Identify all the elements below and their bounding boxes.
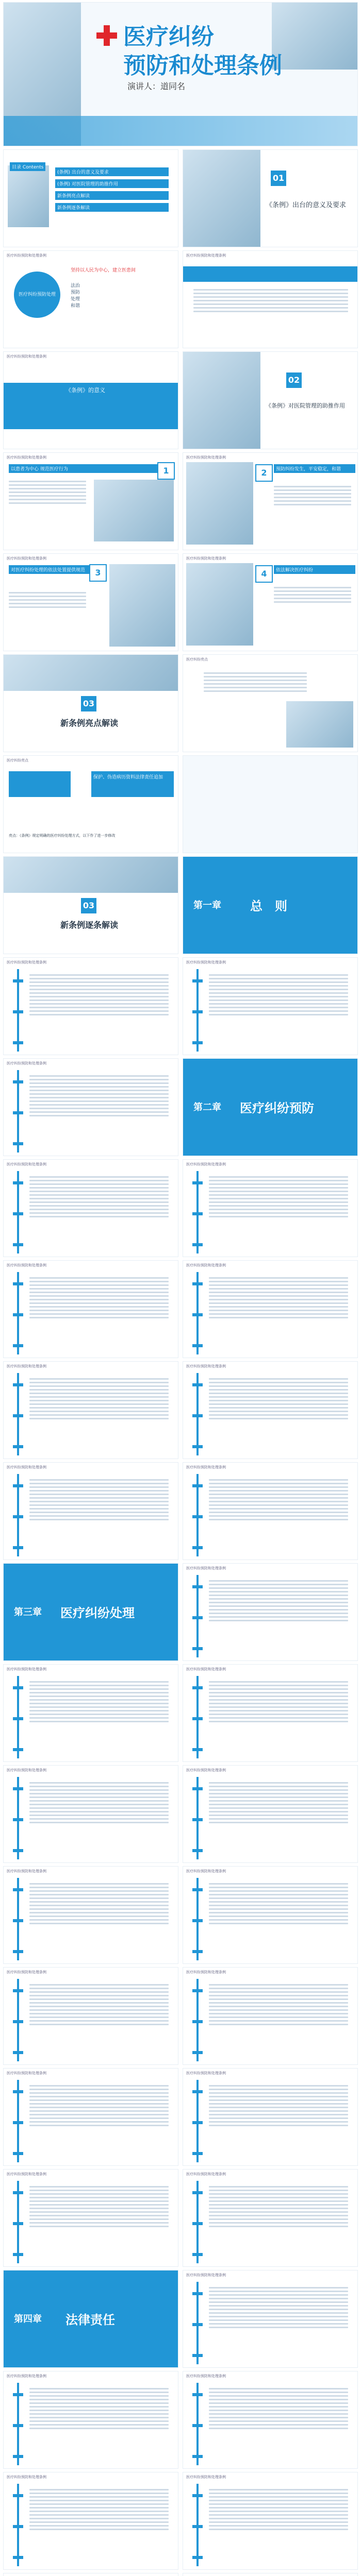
body-lines <box>29 1275 169 1320</box>
tree-diagram <box>192 1474 203 1556</box>
chapter-name: 总 则 <box>250 899 287 913</box>
article-slide <box>183 1866 358 1964</box>
section-02-slide <box>183 351 358 449</box>
article-slide <box>3 2068 178 2166</box>
tree-diagram <box>13 1171 23 1253</box>
tree-diagram <box>13 2383 23 2465</box>
tree-diagram <box>192 1272 203 1354</box>
body-lines <box>29 1679 169 1724</box>
chapter-number: 第二章 <box>193 1102 221 1113</box>
tree-diagram <box>192 2484 203 2566</box>
body-lines <box>29 1174 169 1219</box>
section-photo <box>183 150 260 247</box>
article-slide <box>183 2169 358 2267</box>
body-lines <box>29 1073 169 1118</box>
article-slide <box>183 2573 358 2576</box>
tag-box <box>9 771 71 797</box>
slide-header: 医疗纠纷预防和处理条例 <box>7 556 46 561</box>
boost-title: 对医疗纠纷处理的依法处置提供规范 <box>9 565 90 574</box>
tree-diagram <box>192 1979 203 2061</box>
contents-item[interactable]: 新条例亮点解读 <box>55 191 169 200</box>
tree-diagram <box>192 2383 203 2465</box>
tree-diagram <box>13 969 23 1052</box>
slide-header: 医疗纠纷预防和处理条例 <box>186 1869 226 1873</box>
article-slide <box>3 1361 178 1459</box>
boost-slide-2 <box>183 452 358 550</box>
section-01-slide <box>183 149 358 247</box>
slide-header: 医疗纠纷预防和处理条例 <box>186 556 226 561</box>
highlight-slide-1 <box>183 654 358 752</box>
cover-title-2: 预防和处理条例 <box>123 53 282 79</box>
body-lines <box>274 484 351 507</box>
slide-header: 医疗纠纷预防和处理条例 <box>7 1768 46 1772</box>
title-bar <box>183 266 358 282</box>
body-lines <box>209 2285 348 2330</box>
body-lines <box>209 1679 348 1724</box>
tree-diagram <box>13 2080 23 2162</box>
article-slide <box>183 1664 358 1762</box>
meaning-box-title: 《条例》的意义 <box>65 387 105 394</box>
tree-diagram <box>192 1676 203 1758</box>
tree-diagram <box>192 1171 203 1253</box>
boost-number: 4 <box>255 565 273 583</box>
boost-photo <box>186 462 253 545</box>
slide-header: 医疗纠纷预防和处理条例 <box>186 1566 226 1570</box>
contents-label: 目录 Contents <box>10 162 45 171</box>
section-photo <box>4 655 178 691</box>
article-slide <box>3 1765 178 1863</box>
tree-diagram <box>13 1272 23 1354</box>
body-lines <box>209 1275 348 1320</box>
slide-header: 医疗纠纷预防和处理条例 <box>186 1667 226 1671</box>
slide-header: 医疗纠纷预防和处理条例 <box>186 2172 226 2176</box>
section-04-slide <box>3 856 178 954</box>
tree-diagram <box>13 1070 23 1153</box>
slide-header: 医疗纠纷预防和处理条例 <box>7 1465 46 1469</box>
cover-wave <box>4 116 358 146</box>
slide-header: 医疗纠纷预防和处理条例 <box>7 1364 46 1368</box>
body-lines <box>209 1780 348 1825</box>
article-slide <box>183 2270 358 2368</box>
slide-header: 医疗纠纷预防和处理条例 <box>7 1263 46 1267</box>
boost-slide-1 <box>3 452 178 550</box>
diagram-items <box>71 282 80 309</box>
cover-slide <box>3 2 358 146</box>
chapter-number: 第四章 <box>14 2314 42 2325</box>
section-number: 01 <box>271 171 286 186</box>
chapter-name: 法律责任 <box>65 2313 115 2327</box>
boost-number: 2 <box>255 464 273 482</box>
article-slide <box>3 1058 178 1156</box>
cover-photo-right <box>272 3 358 70</box>
article-slide <box>3 1664 178 1762</box>
boost-slide-3 <box>3 553 178 651</box>
highlight-label: 医疗纠纷亮点 <box>186 657 208 662</box>
article-slide <box>183 1462 358 1560</box>
slide-header: 医疗纠纷预防和处理条例 <box>7 354 46 359</box>
slide-header: 医疗纠纷预防和处理条例 <box>186 1162 226 1166</box>
tag-box: 保护、伪造病历资料法律责任追加 <box>91 771 174 797</box>
tree-diagram <box>192 1575 203 1657</box>
body-lines <box>209 1477 348 1522</box>
tree-diagram <box>13 1878 23 1960</box>
chapter-number: 第三章 <box>14 1607 42 1618</box>
slide-header: 医疗纠纷预防和处理条例 <box>186 1768 226 1772</box>
slide-header: 医疗纠纷预防和处理条例 <box>7 1667 46 1671</box>
article-slide <box>183 1765 358 1863</box>
boost-number: 3 <box>89 564 107 582</box>
body-lines <box>9 590 86 610</box>
body-lines <box>209 2386 348 2431</box>
highlight-slide-2 <box>3 755 178 853</box>
article-slide <box>3 1866 178 1964</box>
slide-header: 医疗纠纷预防和处理条例 <box>7 1970 46 1974</box>
body-lines <box>274 585 351 605</box>
contents-photo <box>8 165 49 227</box>
article-slide <box>3 1159 178 1257</box>
slide-header: 医疗纠纷预防和处理条例 <box>7 2374 46 2378</box>
body-lines <box>29 1881 169 1926</box>
article-slide <box>3 957 178 1055</box>
contents-item[interactable]: (条例) 对医院管理的助推作用 <box>55 179 169 188</box>
body-lines <box>209 2184 348 2229</box>
slide-header: 医疗纠纷预防和处理条例 <box>7 1162 46 1166</box>
chapter-4-slide <box>3 2270 178 2368</box>
tree-diagram <box>13 1676 23 1758</box>
chapter-number: 第一章 <box>193 900 221 911</box>
slide-header: 医疗纠纷预防和处理条例 <box>7 253 46 258</box>
article-slide <box>183 2068 358 2166</box>
article-slide <box>183 2472 358 2570</box>
body-lines <box>209 972 348 1018</box>
article-slide <box>183 2371 358 2469</box>
chapter-3-slide <box>3 1563 178 1661</box>
slide-header: 医疗纠纷预防和处理条例 <box>7 2172 46 2176</box>
contents-list <box>55 164 169 215</box>
body-lines <box>29 2083 169 2128</box>
article-slide <box>183 957 358 1055</box>
highlight-label: 医疗纠纷亮点 <box>7 758 28 762</box>
body-lines <box>209 1982 348 2027</box>
body-lines <box>193 287 348 314</box>
diagram-item: 法治 <box>71 283 80 289</box>
boost-slide-4 <box>183 553 358 651</box>
tree-diagram <box>192 1878 203 1960</box>
boost-title: 预防纠纷发生，平安稳定，和谐 <box>274 464 355 473</box>
meaning-box-slide <box>3 351 178 449</box>
tree-diagram <box>13 1777 23 1859</box>
boost-photo <box>94 480 174 541</box>
chapter-2-slide <box>183 1058 358 1156</box>
presenter: 演讲人：道同名 <box>127 81 186 91</box>
tree-diagram <box>13 1979 23 2061</box>
slide-header: 医疗纠纷预防和处理条例 <box>186 1364 226 1368</box>
blank-slide <box>183 755 358 853</box>
article-slide <box>3 2472 178 2570</box>
slide-header: 医疗纠纷预防和处理条例 <box>186 253 226 258</box>
slide-header: 医疗纠纷预防和处理条例 <box>7 455 46 460</box>
body-lines <box>209 2487 348 2532</box>
slide-header: 医疗纠纷预防和处理条例 <box>186 2475 226 2479</box>
body-lines <box>209 1174 348 1219</box>
contents-item[interactable]: 新条例逐条解读 <box>55 203 169 212</box>
article-slide <box>183 1260 358 1358</box>
article-slide <box>3 1462 178 1560</box>
meaning-box <box>4 383 178 429</box>
article-slide <box>3 1967 178 2065</box>
diagram-item: 处理 <box>71 297 80 302</box>
cover-title-1: 医疗纠纷 <box>123 24 214 50</box>
meaning-slide <box>3 250 178 348</box>
section-title: 《条例》对医院管理的助推作用 <box>266 402 345 409</box>
section-title: 新条例亮点解读 <box>60 718 119 728</box>
body-lines <box>209 2083 348 2128</box>
body-lines <box>29 1780 169 1825</box>
article-slide <box>3 2371 178 2469</box>
tree-diagram <box>13 1474 23 1556</box>
section-photo <box>183 352 260 449</box>
boost-number: 1 <box>157 462 175 480</box>
article-slide <box>3 2169 178 2267</box>
slide-header: 医疗纠纷预防和处理条例 <box>186 960 226 964</box>
tree-diagram <box>192 2080 203 2162</box>
boost-photo <box>109 564 175 647</box>
slide-header: 医疗纠纷预防和处理条例 <box>7 2071 46 2075</box>
body-lines <box>209 1578 348 1623</box>
tree-diagram <box>13 2181 23 2263</box>
tree-diagram <box>13 2484 23 2566</box>
article-slide <box>183 1361 358 1459</box>
body-lines <box>29 1477 169 1522</box>
article-slide <box>183 1159 358 1257</box>
chapter-name: 医疗纠纷处理 <box>60 1606 135 1620</box>
section-number: 03 <box>81 696 96 711</box>
boost-title: 以患者为中心 规范医疗行为 <box>9 464 157 473</box>
center-text: 坚持以人民为中心，建立医患间 <box>71 268 136 273</box>
section-03-slide <box>3 654 178 752</box>
diagram-item: 和谐 <box>71 303 80 309</box>
slide-header: 医疗纠纷预防和处理条例 <box>186 1263 226 1267</box>
slide-header: 医疗纠纷预防和处理条例 <box>7 960 46 964</box>
slide-header: 医疗纠纷预防和处理条例 <box>186 2071 226 2075</box>
body-lines <box>29 2184 169 2229</box>
contents-item[interactable]: (条例) 出台的意义及要求 <box>55 167 169 176</box>
tree-diagram <box>192 2181 203 2263</box>
section-title: 新条例逐条解读 <box>60 920 119 930</box>
section-title: 《条例》出台的意义及要求 <box>266 201 347 209</box>
body-lines <box>204 670 307 694</box>
body-lines <box>209 1376 348 1421</box>
tree-diagram <box>192 969 203 1052</box>
article-slide <box>3 1260 178 1358</box>
highlight-bottom: 亮点：《条例》规定明确的医疗纠纷处理方式，以下作了进一步修改 <box>9 834 116 838</box>
section-number: 02 <box>286 372 302 388</box>
slide-header: 医疗纠纷预防和处理条例 <box>7 1869 46 1873</box>
article-slide <box>183 1967 358 2065</box>
tree-diagram <box>192 1777 203 1859</box>
slide-header: 医疗纠纷预防和处理条例 <box>7 2475 46 2479</box>
body-lines <box>29 2487 169 2532</box>
tree-diagram <box>13 1373 23 1455</box>
section-photo <box>4 857 178 893</box>
slide-header: 医疗纠纷预防和处理条例 <box>186 1465 226 1469</box>
contents-slide <box>3 149 178 247</box>
diagram-item: 预防 <box>71 290 80 295</box>
article-slide <box>183 1563 358 1661</box>
body-lines <box>9 479 86 506</box>
slide-header: 医疗纠纷预防和处理条例 <box>186 455 226 460</box>
slide-header: 医疗纠纷预防和处理条例 <box>7 1061 46 1065</box>
slide-header: 医疗纠纷预防和处理条例 <box>186 2374 226 2378</box>
body-lines <box>29 2386 169 2431</box>
circle-diagram: 医疗纠纷预防处理 <box>14 272 60 318</box>
body-lines <box>209 1881 348 1926</box>
slide-header: 医疗纠纷预防和处理条例 <box>186 1970 226 1974</box>
slide-header: 医疗纠纷预防和处理条例 <box>186 2273 226 2277</box>
body-lines <box>29 1376 169 1421</box>
tree-diagram <box>192 1373 203 1455</box>
boost-photo <box>186 563 253 646</box>
highlight-photo <box>286 701 353 748</box>
boost-title: 依法解决医疗纠纷 <box>274 565 355 574</box>
body-lines <box>29 1982 169 2027</box>
tree-diagram <box>192 2282 203 2364</box>
chapter-name: 医疗纠纷预防 <box>240 1101 314 1115</box>
chapter-1-slide <box>183 856 358 954</box>
section-number: 03 <box>81 898 96 913</box>
meaning-detail-slide <box>183 250 358 348</box>
body-lines <box>29 972 169 1018</box>
red-cross-icon <box>96 25 117 46</box>
article-slide <box>3 2573 178 2576</box>
